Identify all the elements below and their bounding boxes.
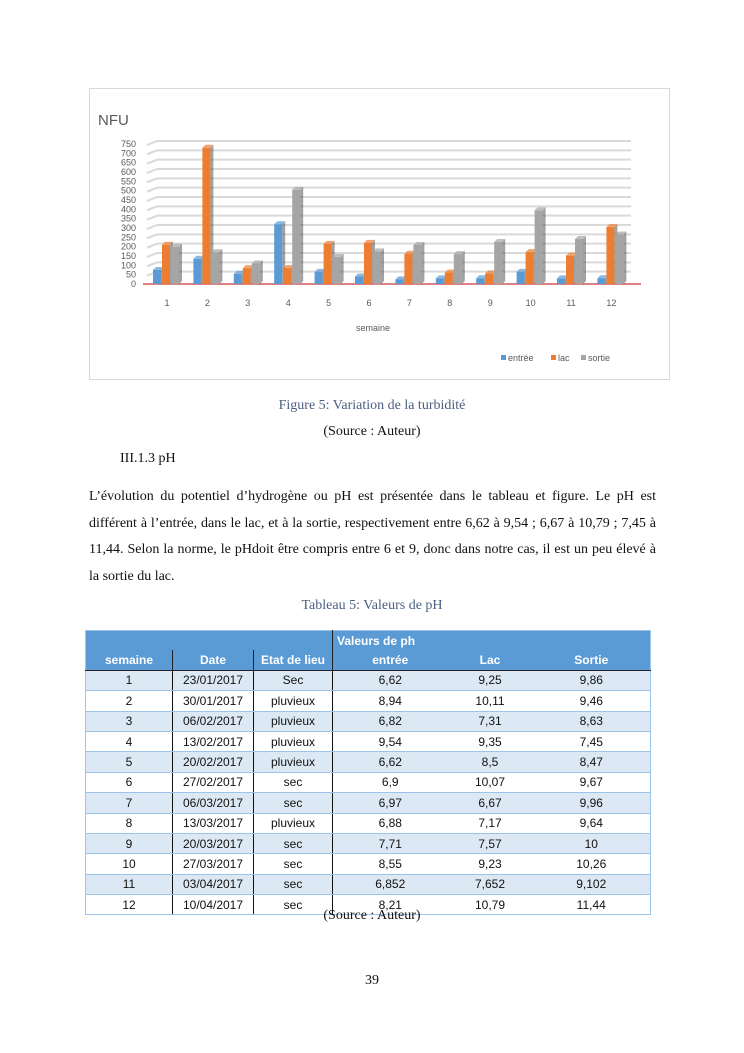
column-header: semaine — [86, 650, 173, 670]
bar-lac-5 — [324, 244, 332, 284]
bar-side — [543, 207, 546, 284]
bar-sortie-9 — [494, 242, 502, 284]
table-cell: 10 — [533, 833, 651, 853]
bar-side — [381, 248, 384, 284]
table-cell: 7,57 — [448, 833, 533, 853]
bar-lac-8 — [445, 273, 453, 284]
x-tick-label: 9 — [487, 298, 493, 308]
figure-source: (Source : Auteur) — [323, 424, 421, 439]
table-cell: 7,17 — [448, 813, 533, 833]
bar-sortie-8 — [454, 254, 462, 284]
table-row — [86, 731, 651, 751]
table-cell: 9,64 — [533, 813, 651, 833]
bar-lac-11 — [566, 256, 574, 284]
x-tick-label: 3 — [245, 298, 251, 308]
group-header: Valeurs de ph — [333, 631, 651, 651]
bar-sortie-1 — [171, 247, 179, 284]
bar-entrée-2 — [193, 259, 201, 284]
y-tick-label: 550 — [120, 176, 136, 187]
table-row — [86, 813, 651, 833]
bar-side — [219, 249, 222, 284]
y-tick-label: 0 — [130, 279, 136, 289]
bar-entrée-10 — [517, 272, 525, 284]
bar-entrée-7 — [395, 279, 403, 284]
table-cell: 6,97 — [333, 793, 448, 813]
gridline-depth — [147, 216, 157, 220]
gridline-depth — [147, 141, 157, 145]
bar-sortie-7 — [413, 245, 421, 284]
table-cell: 7,652 — [448, 874, 533, 894]
table-row — [86, 772, 651, 792]
bar-entrée-3 — [234, 274, 242, 284]
table-cell: sec — [254, 833, 333, 853]
table-cell: 6,62 — [333, 670, 448, 690]
x-tick-label: 12 — [606, 298, 617, 308]
y-tick-label: 200 — [120, 241, 136, 252]
bar-side — [583, 236, 586, 284]
column-header: Sortie — [533, 650, 651, 670]
bar-lac-4 — [283, 268, 291, 284]
bar-side — [623, 232, 626, 284]
bar-entrée-6 — [355, 277, 363, 284]
table-cell: 10,11 — [448, 691, 533, 711]
table-row — [86, 752, 651, 772]
table-cell: 9,54 — [333, 731, 448, 751]
x-tick-label: 2 — [204, 298, 210, 308]
bar-side — [300, 187, 303, 284]
x-tick-label: 7 — [406, 298, 412, 308]
table-cell: 03/04/2017 — [173, 874, 254, 894]
table-cell: 6,852 — [333, 874, 448, 894]
table-cell: 10,07 — [448, 772, 533, 792]
table-row — [86, 670, 651, 690]
table-cell: sec — [254, 874, 333, 894]
table-cell: 27/02/2017 — [173, 772, 254, 792]
bar-lac-6 — [364, 243, 372, 284]
column-header: Lac — [448, 650, 533, 670]
table-cell: 1 — [86, 670, 173, 690]
table-cell: 6,67 — [448, 793, 533, 813]
table-cell: 30/01/2017 — [173, 691, 254, 711]
table-row — [86, 711, 651, 731]
table-cell: pluvieux — [254, 691, 333, 711]
table-cell: 13/03/2017 — [173, 813, 254, 833]
table-cell: 8,63 — [533, 711, 651, 731]
table-row — [86, 854, 651, 874]
table-cell: 5 — [86, 752, 173, 772]
table-cell: 8 — [86, 813, 173, 833]
y-tick-label: 750 — [120, 139, 136, 149]
column-header: Etat de lieu — [254, 650, 333, 670]
bar-sortie-6 — [373, 251, 381, 284]
table-cell: 9,35 — [448, 731, 533, 751]
gridline-depth — [147, 178, 157, 182]
table-cell: 10,79 — [448, 895, 533, 915]
figure-caption: Figure 5: Variation de la turbidité — [278, 398, 466, 413]
table-cell: 7,71 — [333, 833, 448, 853]
x-tick-label: 8 — [447, 298, 453, 308]
gridline-depth — [147, 188, 157, 192]
table-cell: 6 — [86, 772, 173, 792]
gridline-depth — [147, 150, 157, 154]
bar-lac-7 — [404, 254, 412, 284]
chart-title: NFU — [98, 112, 129, 129]
table-cell: 27/03/2017 — [173, 854, 254, 874]
table-cell: 8,47 — [533, 752, 651, 772]
table-row — [86, 691, 651, 711]
legend-swatch — [551, 355, 556, 360]
table-cell: 11,44 — [533, 895, 651, 915]
table-cell: 13/02/2017 — [173, 731, 254, 751]
bar-side — [341, 254, 344, 284]
bar-entrée-9 — [476, 278, 484, 284]
x-tick-label: 1 — [164, 298, 170, 308]
table-cell: 20/02/2017 — [173, 752, 254, 772]
bar-lac-2 — [202, 148, 210, 284]
table-cell: 23/01/2017 — [173, 670, 254, 690]
x-tick-label: 6 — [366, 298, 372, 308]
x-tick-label: 10 — [525, 298, 536, 308]
table-cell: pluvieux — [254, 731, 333, 751]
gridline-depth — [147, 169, 157, 173]
table-cell: 8,94 — [333, 691, 448, 711]
section-title: III.1.3 pH — [120, 451, 176, 466]
x-tick-label: 4 — [285, 298, 291, 308]
table-row — [86, 793, 651, 813]
bar-lac-10 — [526, 252, 534, 284]
table-cell: 9,46 — [533, 691, 651, 711]
bar-sortie-3 — [252, 263, 260, 284]
table-cell: 12 — [86, 895, 173, 915]
gridline-depth — [147, 253, 157, 257]
y-tick-label: 250 — [120, 232, 136, 243]
bar-lac-3 — [243, 268, 251, 284]
gridline-depth — [147, 244, 157, 248]
y-tick-label: 700 — [120, 148, 136, 159]
table-cell: 06/03/2017 — [173, 793, 254, 813]
bar-entrée-4 — [274, 224, 282, 284]
bar-sortie-4 — [292, 190, 300, 284]
gridline-depth — [147, 197, 157, 201]
bar-lac-9 — [485, 273, 493, 284]
bar-entrée-12 — [597, 278, 605, 284]
table-cell: 7,45 — [533, 731, 651, 751]
table-cell: pluvieux — [254, 711, 333, 731]
table-cell: 7 — [86, 793, 173, 813]
bar-side — [260, 260, 263, 284]
bar-side — [462, 251, 465, 284]
table-cell: 10,26 — [533, 854, 651, 874]
table-cell: sec — [254, 793, 333, 813]
page-number: 39 — [365, 973, 379, 988]
bar-sortie-10 — [535, 210, 543, 284]
y-tick-label: 350 — [120, 213, 136, 224]
bar-sortie-5 — [333, 257, 341, 284]
table-cell: sec — [254, 854, 333, 874]
table-cell: 9,67 — [533, 772, 651, 792]
bar-side — [179, 244, 182, 284]
y-tick-label: 650 — [120, 157, 136, 168]
legend-label: sortie — [588, 353, 611, 363]
table-cell: 9 — [86, 833, 173, 853]
y-tick-label: 100 — [120, 260, 136, 271]
header-blank — [86, 631, 333, 651]
legend-swatch — [581, 355, 586, 360]
legend-swatch — [501, 355, 506, 360]
turbidity-chart — [89, 88, 670, 380]
table-cell: 7,31 — [448, 711, 533, 731]
legend-label: lac — [558, 353, 570, 363]
table-cell: 8,55 — [333, 854, 448, 874]
y-tick-label: 600 — [120, 167, 136, 177]
y-tick-label: 400 — [120, 204, 136, 215]
table-cell: 9,96 — [533, 793, 651, 813]
table-cell: 06/02/2017 — [173, 711, 254, 731]
table-cell: 6,82 — [333, 711, 448, 731]
bar-entrée-8 — [436, 278, 444, 284]
y-tick-label: 50 — [125, 269, 136, 280]
chart-svg — [90, 89, 669, 379]
table-cell: 6,88 — [333, 813, 448, 833]
table-row — [86, 833, 651, 853]
y-tick-label: 450 — [120, 195, 136, 205]
table-cell: Sec — [254, 670, 333, 690]
legend-label: entrée — [508, 353, 534, 363]
gridline-depth — [147, 234, 157, 238]
gridline-depth — [147, 160, 157, 164]
table-cell: sec — [254, 895, 333, 915]
bar-entrée-1 — [153, 270, 161, 284]
table-cell: pluvieux — [254, 813, 333, 833]
y-tick-label: 500 — [120, 185, 136, 196]
x-tick-label: 5 — [326, 298, 332, 308]
table-source: (Source : Auteur) — [323, 908, 421, 923]
table-cell: 6,9 — [333, 772, 448, 792]
column-header: entrée — [333, 650, 448, 670]
table-row — [86, 874, 651, 894]
table-cell: 9,86 — [533, 670, 651, 690]
gridline-depth — [147, 225, 157, 229]
bar-sortie-12 — [615, 235, 623, 284]
y-tick-label: 150 — [120, 251, 136, 261]
bar-entrée-5 — [315, 272, 323, 284]
table-cell: 10 — [86, 854, 173, 874]
bar-side — [502, 239, 505, 284]
table-cell: pluvieux — [254, 752, 333, 772]
gridline-depth — [147, 262, 157, 266]
table-cell: 9,102 — [533, 874, 651, 894]
table-cell: 3 — [86, 711, 173, 731]
table-cell: 2 — [86, 691, 173, 711]
table-cell: 9,25 — [448, 670, 533, 690]
x-tick-label: 11 — [566, 298, 576, 308]
table-cell: 9,23 — [448, 854, 533, 874]
table-cell: 20/03/2017 — [173, 833, 254, 853]
bar-lac-12 — [606, 227, 614, 284]
table-cell: 6,62 — [333, 752, 448, 772]
table-cell: 4 — [86, 731, 173, 751]
table-cell: 8,21 — [333, 895, 448, 915]
y-tick-label: 300 — [120, 223, 136, 233]
table-caption: Tableau 5: Valeurs de pH — [301, 598, 443, 613]
x-axis-label: semaine — [355, 323, 391, 333]
gridline-depth — [147, 206, 157, 210]
bar-lac-1 — [162, 245, 170, 284]
bar-entrée-11 — [557, 278, 565, 284]
table-cell: 10/04/2017 — [173, 895, 254, 915]
table-cell: sec — [254, 772, 333, 792]
bar-side — [421, 242, 424, 284]
ph-table — [85, 630, 651, 915]
bar-sortie-2 — [211, 252, 219, 284]
column-header: Date — [173, 650, 254, 670]
bar-sortie-11 — [575, 239, 583, 284]
table-cell: 11 — [86, 874, 173, 894]
body-paragraph: L’évolution du potentiel d’hydrogène ou pH est présentée dans le tableau et figure. Le pH est différent à l’entrée, dans le lac, et à la sortie, respectivement entre 6,62 à 9,54 ; 6,67 à 10,79 ; 7,45 à 11,44. Selon la norme, le pHdoit être compris entre 6 et 9, donc dans notre cas, il est un peu élevé à la sortie du lac. — [89, 489, 656, 585]
table-cell: 8,5 — [448, 752, 533, 772]
